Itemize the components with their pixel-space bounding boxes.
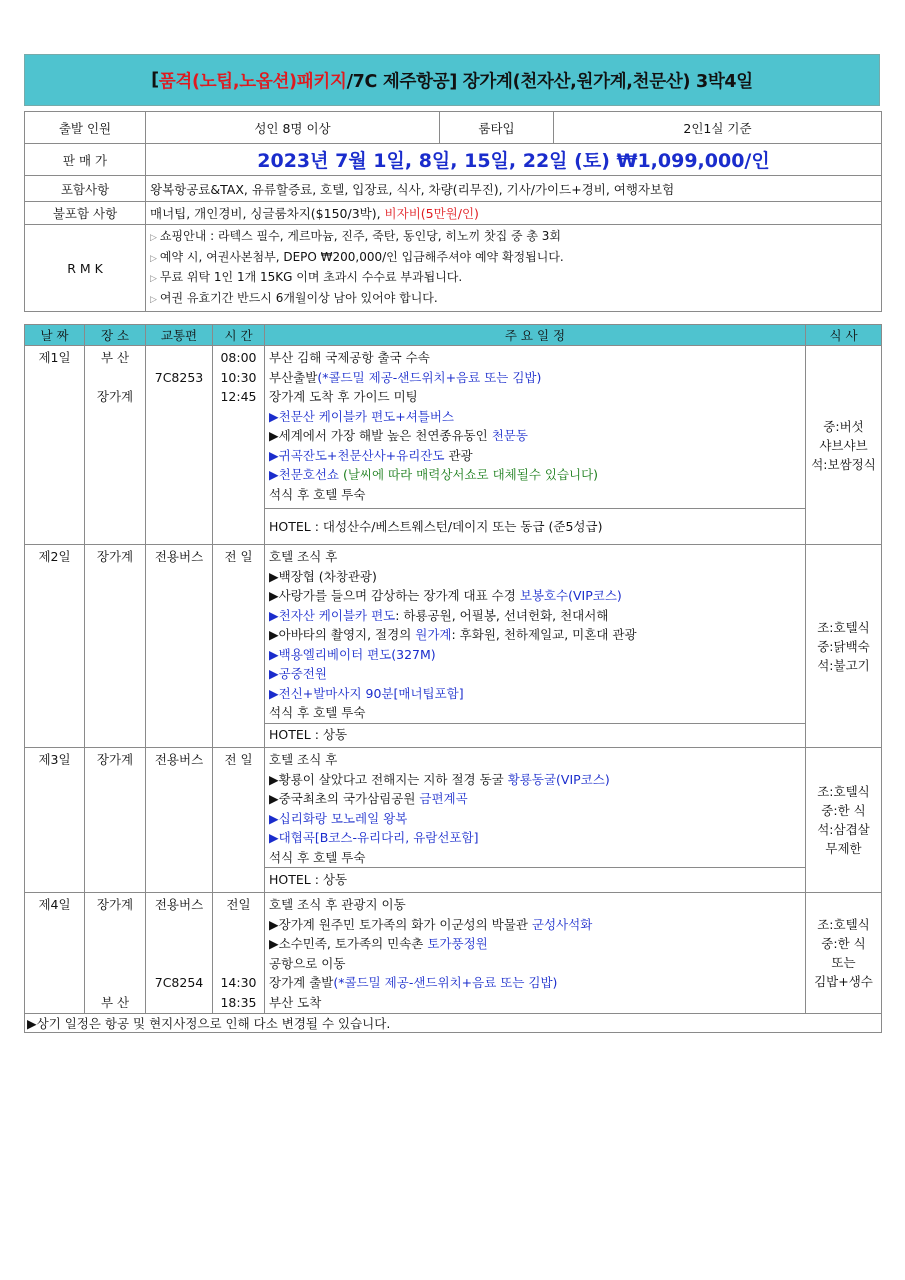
day1-place: 부 산 장가계	[85, 346, 146, 545]
day3-place: 장가계	[85, 748, 146, 893]
day4-itinerary: 호텔 조식 후 관광지 이동 ▶장가계 원주민 토가족의 화가 이군성의 박물관 군성사석화 ▶소수민족, 토가족의 민속촌 토가풍정원 공항으로 이동 장가계 출발(*콜드밀 제공-샌드위치+음료 또는 김밥) 부산 도착	[265, 893, 806, 1014]
header-place: 장 소	[85, 325, 146, 346]
day2-meal: 조:호텔식 중:닭백숙 석:불고기	[806, 545, 882, 748]
exclude-label: 불포함 사항	[25, 202, 146, 225]
day3-time: 전 일	[213, 748, 265, 893]
day1-transport: 7C8253	[146, 346, 213, 545]
day2-date: 제2일	[25, 545, 85, 748]
day2-time: 전 일	[213, 545, 265, 748]
header-meal: 식 사	[806, 325, 882, 346]
day4-transport: 전용버스 7C8254	[146, 893, 213, 1014]
info-table	[24, 111, 882, 312]
exclude-cell	[146, 202, 882, 225]
day1-itinerary: 부산 김해 국제공항 출국 수속 부산출발(*콜드밀 제공-샌드위치+음료 또는 김밥) 장가계 도착 후 가이드 미팅 ▶천문산 케이블카 편도+셔틀버스 ▶세계에서 가장 해발 높은 천연종유동인 천문동 ▶귀곡잔도+천문산사+유리잔도 관광 ▶천문호선쇼 (날씨에 따라 매력상서쇼로 대체될수 있습니다) 석식 후 호텔 투숙 HOTEL : 대성산수/베스트웨스턴/데이지 또는 동급 (준5성급)	[265, 346, 806, 545]
day1-time: 08:00 10:30 12:45	[213, 346, 265, 545]
day1-meal: 중:버섯 샤브샤브 석:보쌈정식	[806, 346, 882, 545]
title-premium-label: 품격(노팁,노옵션)	[158, 71, 297, 92]
day3-transport: 전용버스	[146, 748, 213, 893]
page-title	[24, 54, 880, 106]
day1-hotel: HOTEL : 대성산수/베스트웨스턴/데이지 또는 동급 (준5성급)	[265, 508, 805, 544]
day3-row	[25, 748, 882, 893]
day2-place: 장가계	[85, 545, 146, 748]
day3-itinerary: 호텔 조식 후 ▶황룡이 살았다고 전해지는 지하 절경 동굴 황룡동굴(VIP코스) ▶중국최초의 국가삼림공원 금편계곡 ▶십리화랑 모노레일 왕복 ▶대협곡[B코스-유리다리, 유람선포함] 석식 후 호텔 투숙 HOTEL : 상동	[265, 748, 806, 893]
include-label: 포함사항	[25, 176, 146, 202]
title-package-label: 패키지	[296, 71, 347, 92]
rmk-list	[146, 225, 882, 312]
day4-place: 장가계 부 산	[85, 893, 146, 1014]
title-main: /7C 제주항공] 장가계(천자산,원가계,천문산) 3박4일	[346, 71, 753, 92]
rmk-item: ▷ 무료 위탁 1인 1개 15KG 이며 초과시 수수료 부과됩니다.	[150, 270, 463, 284]
day2-itinerary: 호텔 조식 후 ▶백장협 (차창관광) ▶사랑가를 들으며 감상하는 장가계 대표 수경 보봉호수(VIP코스) ▶천자산 케이블카 편도: 하룡공원, 어필봉, 선녀헌화, 천대서해 ▶아바타의 촬영지, 절경의 원가계: 후화원, 천하제일교, 미혼대 관광 ▶백용엘리베이터 편도(327M) ▶공중전원 ▶전신+발마사지 90분[매너팁포함] 석식 후 호텔 투숙 HOTEL : 상동	[265, 545, 806, 748]
include-value: 왕복항공료&TAX, 유류할증료, 호텔, 입장료, 식사, 차량(리무진), 기사/가이드+경비, 여행자보험	[146, 176, 882, 202]
triangle-bullet-icon: ▷	[150, 274, 157, 284]
day1-date: 제1일	[25, 346, 85, 545]
day2-transport: 전용버스	[146, 545, 213, 748]
header-itinerary: 주 요 일 정	[265, 325, 806, 346]
day3-hotel: HOTEL : 상동	[265, 867, 805, 889]
day4-time: 전일 14:30 18:35	[213, 893, 265, 1014]
header-date: 날 짜	[25, 325, 85, 346]
day1-row	[25, 346, 882, 545]
triangle-bullet-icon: ▷	[150, 253, 157, 264]
day4-date: 제4일	[25, 893, 85, 1014]
day2-row	[25, 545, 882, 748]
depart-value: 성인 8명 이상	[146, 112, 440, 144]
price-value: 2023년 7월 1일, 8일, 15일, 22일 (토) ₩1,099,000/인	[146, 144, 882, 176]
triangle-bullet-icon: ▷	[150, 294, 157, 305]
room-label: 룸타입	[440, 112, 554, 144]
header-time: 시 간	[213, 325, 265, 346]
day4-meal: 조:호텔식 중:한 식 또는 김밥+생수	[806, 893, 882, 1014]
day4-row	[25, 893, 882, 1014]
day3-meal: 조:호텔식 중:한 식 석:삼겹살 무제한	[806, 748, 882, 893]
footnote: ▶상기 일정은 항공 및 현지사정으로 인해 다소 변경될 수 있습니다.	[25, 1014, 882, 1033]
day3-date: 제3일	[25, 748, 85, 893]
room-value: 2인1실 기준	[554, 112, 882, 144]
rmk-item: ▷ 예약 시, 여권사본첨부, DEPO ₩200,000/인 입금해주셔야 예약 확정됩니다.	[150, 249, 564, 264]
schedule-table	[24, 324, 882, 1033]
day2-hotel: HOTEL : 상동	[265, 723, 805, 744]
header-transport: 교통편	[146, 325, 213, 346]
rmk-item: ▷ 여권 유효기간 반드시 6개월이상 남아 있어야 합니다.	[150, 290, 438, 305]
triangle-bullet-icon: ▷	[150, 233, 157, 243]
visa-fee: 비자비(5만원/인)	[384, 206, 479, 221]
price-label: 판 매 가	[25, 144, 146, 176]
rmk-item: ▷ 쇼핑안내 : 라텍스 필수, 게르마늄, 진주, 죽탄, 동인당, 히노끼 찻집 중 총 3회	[150, 229, 562, 243]
title-bracket: [	[151, 70, 159, 90]
rmk-label: R M K	[25, 225, 146, 312]
depart-label: 출발 인원	[25, 112, 146, 144]
exclude-value: 매너팁, 개인경비, 싱글룸차지($150/3박),	[150, 206, 385, 221]
